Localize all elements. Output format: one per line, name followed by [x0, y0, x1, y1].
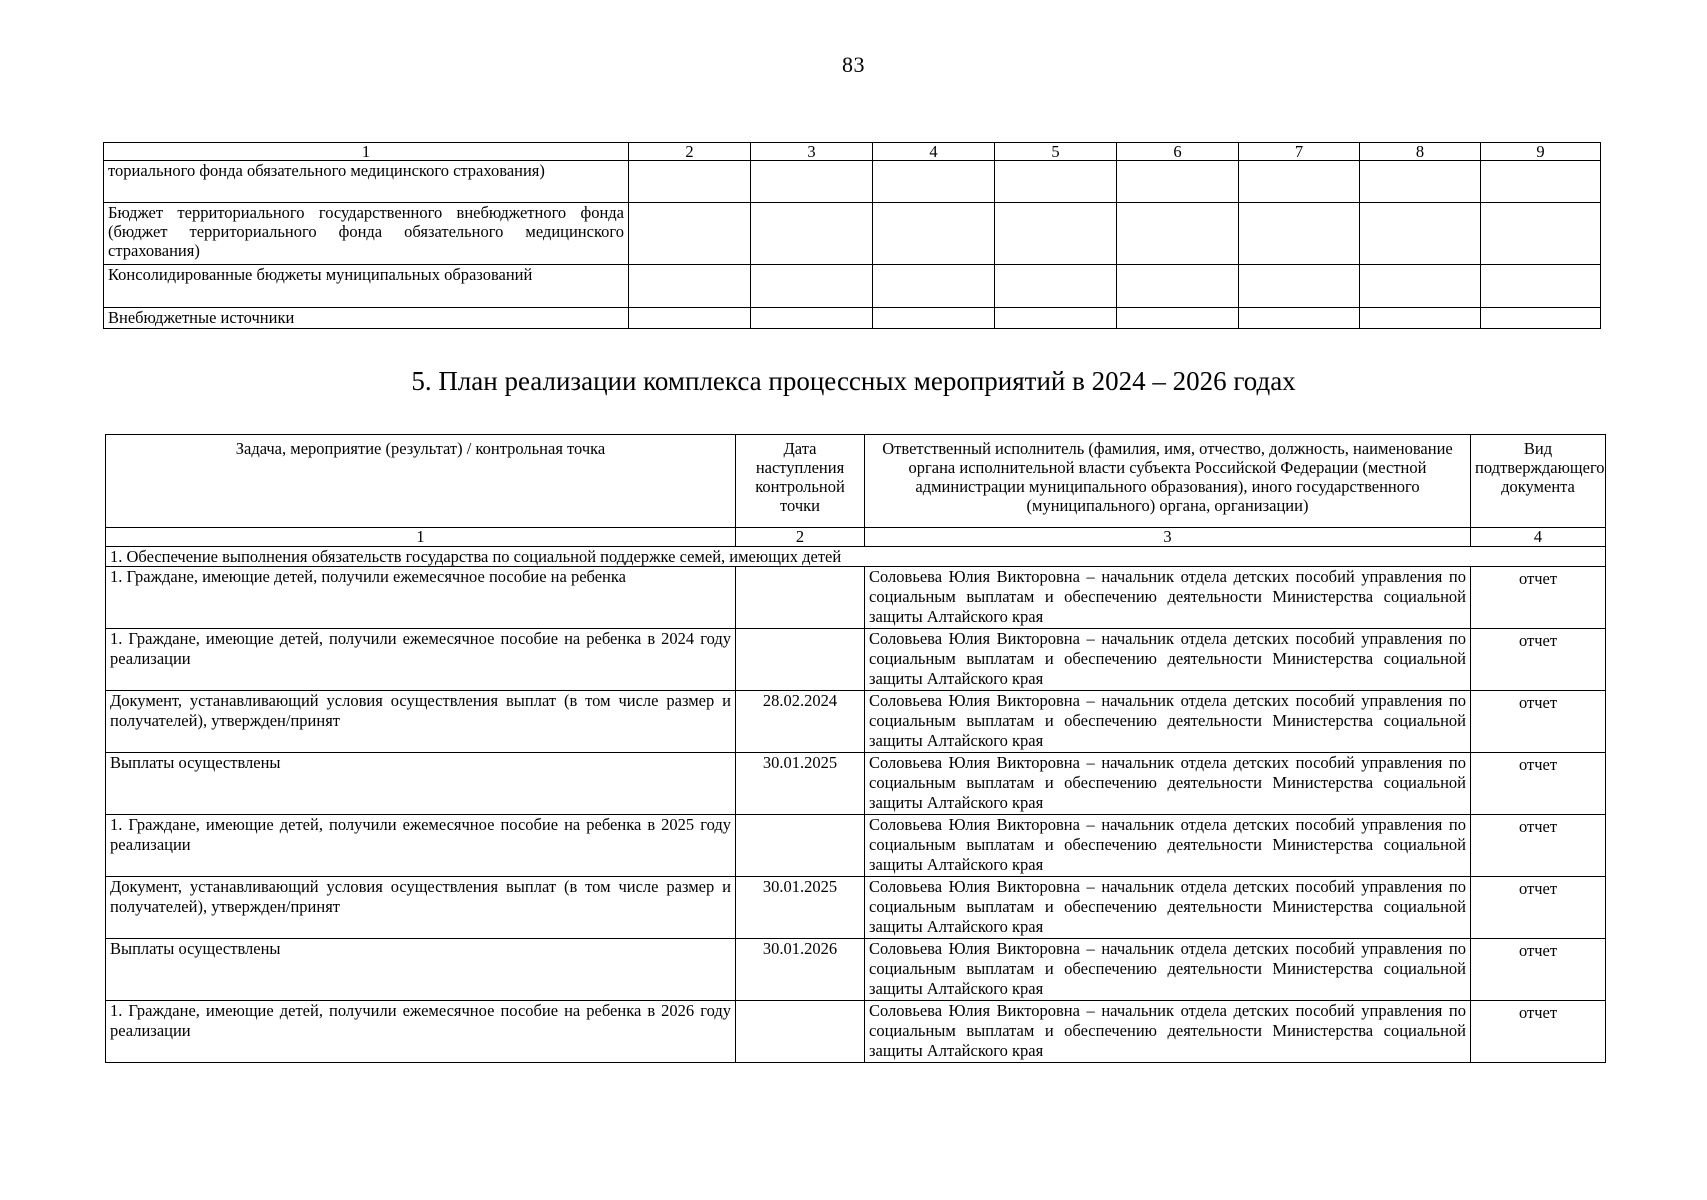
finance-col-number: 9 — [1481, 143, 1601, 161]
table-row — [106, 877, 1606, 939]
finance-col-number: 3 — [751, 143, 873, 161]
finance-row — [104, 265, 1601, 308]
row-responsible: Соловьева Юлия Викторовна – начальник отдела детских пособий управления по социальным выплатам и обеспечению деятельности Министерства социальной защиты Алтайского края — [865, 1001, 1471, 1063]
task-title: 1. Обеспечение выполнения обязательств государства по социальной поддержке семей, имеющих детей — [106, 547, 1606, 567]
table-row — [106, 815, 1606, 877]
plan-col-number: 1 — [106, 528, 736, 547]
plan-col-number: 4 — [1471, 528, 1606, 547]
table-row — [106, 753, 1606, 815]
table-row — [106, 1001, 1606, 1063]
row-document: отчет — [1471, 567, 1606, 629]
row-date: 30.01.2025 — [736, 753, 865, 815]
header-task: Задача, мероприятие (результат) / контрольная точка — [106, 435, 736, 528]
row-responsible: Соловьева Юлия Викторовна – начальник отдела детских пособий управления по социальным выплатам и обеспечению деятельности Министерства социальной защиты Алтайского края — [865, 567, 1471, 629]
row-date — [736, 1001, 865, 1063]
finance-row-label: ториального фонда обязательного медицинского страхования) — [104, 161, 629, 203]
finance-row-label: Внебюджетные источники — [104, 308, 629, 329]
plan-header-row — [106, 435, 1606, 528]
finance-col-number: 4 — [873, 143, 995, 161]
row-responsible: Соловьева Юлия Викторовна – начальник отдела детских пособий управления по социальным выплатам и обеспечению деятельности Министерства социальной защиты Алтайского края — [865, 877, 1471, 939]
row-date: 28.02.2024 — [736, 691, 865, 753]
row-item: Выплаты осуществлены — [106, 939, 736, 1001]
table-row — [106, 939, 1606, 1001]
row-item: 1. Граждане, имеющие детей, получили ежемесячное пособие на ребенка — [106, 567, 736, 629]
row-document: отчет — [1471, 629, 1606, 691]
finance-row — [104, 308, 1601, 329]
row-document: отчет — [1471, 753, 1606, 815]
row-document: отчет — [1471, 939, 1606, 1001]
finance-col-number: 5 — [995, 143, 1117, 161]
plan-table — [105, 434, 1606, 1063]
row-item: 1. Граждане, имеющие детей, получили ежемесячное пособие на ребенка в 2025 году реализации — [106, 815, 736, 877]
page-number: 83 — [842, 52, 865, 77]
row-date: 30.01.2026 — [736, 939, 865, 1001]
table-row — [106, 691, 1606, 753]
row-responsible: Соловьева Юлия Викторовна – начальник отдела детских пособий управления по социальным выплатам и обеспечению деятельности Министерства социальной защиты Алтайского края — [865, 629, 1471, 691]
table-row — [106, 629, 1606, 691]
row-date — [736, 815, 865, 877]
finance-header-row — [104, 143, 1601, 161]
plan-col-number: 2 — [736, 528, 865, 547]
plan-number-row — [106, 528, 1606, 547]
row-item: Документ, устанавливающий условия осуществления выплат (в том числе размер и получателей), утвержден/принят — [106, 691, 736, 753]
section-title: 5. План реализации комплекса процессных мероприятий в 2024 – 2026 годах — [411, 366, 1296, 396]
header-date: Дата наступления контрольной точки — [736, 435, 865, 528]
task-row — [106, 547, 1606, 567]
finance-col-number: 8 — [1360, 143, 1481, 161]
row-responsible: Соловьева Юлия Викторовна – начальник отдела детских пособий управления по социальным выплатам и обеспечению деятельности Министерства социальной защиты Алтайского края — [865, 753, 1471, 815]
finance-col-number: 2 — [629, 143, 751, 161]
row-document: отчет — [1471, 815, 1606, 877]
row-date: 30.01.2025 — [736, 877, 865, 939]
header-document: Вид подтверждающего документа — [1471, 435, 1606, 528]
row-document: отчет — [1471, 1001, 1606, 1063]
plan-col-number: 3 — [865, 528, 1471, 547]
row-item: Документ, устанавливающий условия осуществления выплат (в том числе размер и получателей), утвержден/принят — [106, 877, 736, 939]
row-document: отчет — [1471, 691, 1606, 753]
finance-row — [104, 161, 1601, 203]
row-responsible: Соловьева Юлия Викторовна – начальник отдела детских пособий управления по социальным выплатам и обеспечению деятельности Министерства социальной защиты Алтайского края — [865, 815, 1471, 877]
row-date — [736, 567, 865, 629]
row-item: 1. Граждане, имеющие детей, получили ежемесячное пособие на ребенка в 2026 году реализации — [106, 1001, 736, 1063]
finance-row-label: Бюджет территориального государственного внебюджетного фонда (бюджет территориального фонда обязательного медицинского страхования) — [104, 203, 629, 265]
finance-row — [104, 203, 1601, 265]
row-date — [736, 629, 865, 691]
row-responsible: Соловьева Юлия Викторовна – начальник отдела детских пособий управления по социальным выплатам и обеспечению деятельности Министерства социальной защиты Алтайского края — [865, 691, 1471, 753]
row-item: Выплаты осуществлены — [106, 753, 736, 815]
finance-table — [103, 142, 1601, 329]
finance-col-number: 1 — [104, 143, 629, 161]
row-item: 1. Граждане, имеющие детей, получили ежемесячное пособие на ребенка в 2024 году реализации — [106, 629, 736, 691]
row-document: отчет — [1471, 877, 1606, 939]
table-row — [106, 567, 1606, 629]
header-responsible: Ответственный исполнитель (фамилия, имя, отчество, должность, наименование органа исполнительной власти субъекта Российской Федерации (местной администрации муниципального образования), иного государственного (муниципального) органа, организации) — [865, 435, 1471, 528]
finance-row-label: Консолидированные бюджеты муниципальных образований — [104, 265, 629, 308]
row-responsible: Соловьева Юлия Викторовна – начальник отдела детских пособий управления по социальным выплатам и обеспечению деятельности Министерства социальной защиты Алтайского края — [865, 939, 1471, 1001]
finance-col-number: 7 — [1239, 143, 1360, 161]
finance-col-number: 6 — [1117, 143, 1239, 161]
